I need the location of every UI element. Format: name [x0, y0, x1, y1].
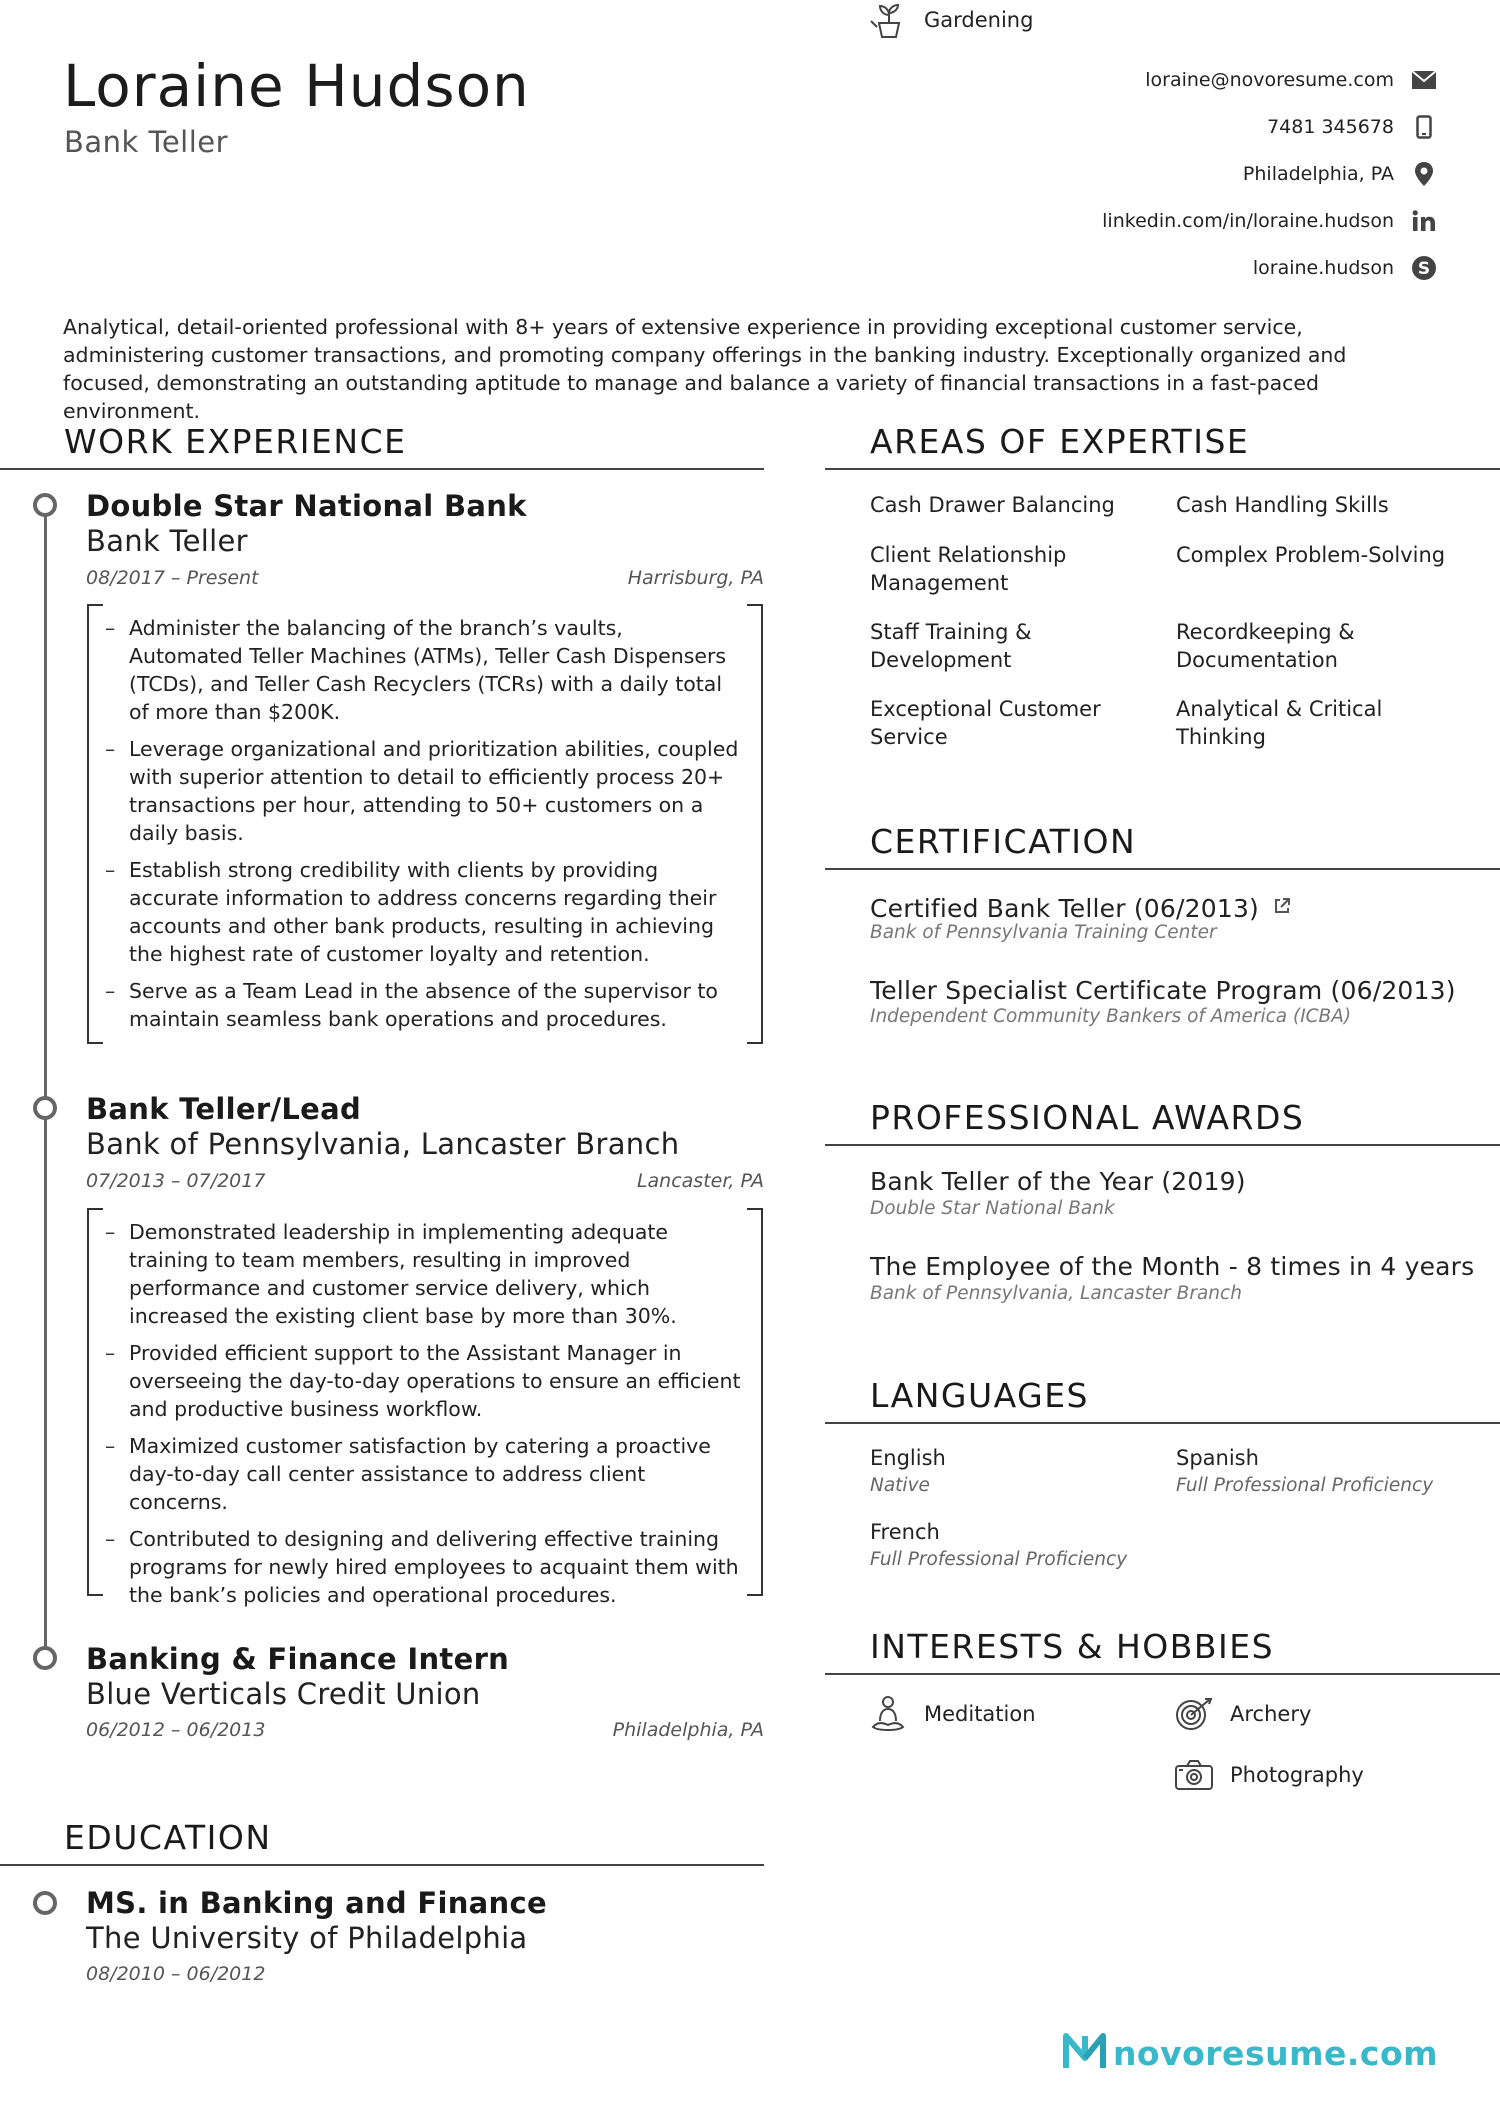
job-bullet: – Contributed to designing and delivering effective training programs for newly hired employees to acquaint them with the bank’s policies and operational procedures. — [105, 1525, 743, 1609]
profile-summary: Analytical, detail-oriented professional with 8+ years of extensive experience in providing exceptional customer service, administering customer transactions, and promoting company offerings in the banking industry. Exceptionally organized and focused, demonstrating an outstanding aptitude to manage and balance a variety of financial transactions in a fast-paced environment. — [63, 315, 1347, 423]
section-divider — [0, 1864, 764, 1866]
meditation-icon — [868, 1694, 908, 1734]
section-divider — [825, 868, 1500, 870]
job-bullets — [87, 604, 763, 1044]
job-location: Philadelphia, PA — [612, 1719, 764, 1741]
job-company: Banking & Finance Intern — [86, 1642, 510, 1676]
job-role: Bank Teller — [86, 524, 248, 558]
section-title-expertise: AREAS OF EXPERTISE — [870, 422, 1250, 461]
archery-target-icon — [1174, 1694, 1214, 1734]
section-divider — [825, 1673, 1500, 1675]
gardening-plant-icon — [868, 0, 908, 40]
expertise-item: Client Relationship Management — [870, 543, 1067, 595]
job-bullet: – Maximized customer satisfaction by catering a proactive day-to-day call center assistance to address client concerns. — [105, 1432, 743, 1516]
expertise-item: Cash Handling Skills — [1176, 493, 1389, 517]
language-level: Full Professional Proficiency — [870, 1549, 1128, 1570]
job-role: Blue Verticals Credit Union — [86, 1677, 481, 1711]
section-title-interests: INTERESTS & HOBBIES — [870, 1627, 1275, 1666]
job-bullet: – Serve as a Team Lead in the absence of the supervisor to maintain seamless bank operations and procedures. — [105, 977, 743, 1033]
certification-issuer: Independent Community Bankers of America (ICBA) — [870, 1006, 1352, 1027]
job-location: Lancaster, PA — [636, 1170, 764, 1192]
job-company: Bank Teller/Lead — [86, 1092, 362, 1126]
award-title: The Employee of the Month - 8 times in 4 years — [870, 1252, 1475, 1281]
job-bullet: – Leverage organizational and prioritization abilities, coupled with superior attention to detail to efficiently process 20+ transactions per hour, attending to 50+ customers on a daily basis. — [105, 735, 743, 847]
hobby-label: Archery — [1230, 1702, 1312, 1726]
contact-skype-text: loraine.hudson — [1252, 256, 1394, 279]
brand-logo[interactable] — [1063, 2032, 1438, 2074]
contact-email-text: loraine@novoresume.com — [1145, 68, 1394, 91]
contact-location — [918, 150, 1438, 197]
contact-phone[interactable] — [918, 103, 1438, 150]
job-location: Harrisburg, PA — [627, 567, 764, 589]
hobby-label: Gardening — [924, 8, 1034, 32]
skype-icon — [1410, 254, 1438, 282]
language-name: Spanish — [1176, 1446, 1259, 1470]
timeline-node — [33, 493, 57, 517]
linkedin-icon — [1410, 207, 1438, 235]
certification-title[interactable] — [870, 892, 1291, 923]
timeline-line — [44, 508, 47, 1658]
award-issuer: Bank of Pennsylvania, Lancaster Branch — [870, 1283, 1242, 1304]
svg-text:S: S — [1417, 258, 1431, 279]
external-link-icon[interactable] — [1273, 892, 1291, 921]
language-level: Full Professional Proficiency — [1176, 1475, 1434, 1496]
job-role: Bank of Pennsylvania, Lancaster Branch — [86, 1127, 680, 1161]
education-dates: 08/2010 – 06/2012 — [86, 1963, 266, 1985]
expertise-item: Cash Drawer Balancing — [870, 493, 1115, 517]
expertise-item: Complex Problem-Solving — [1176, 543, 1446, 567]
contact-list — [918, 56, 1438, 291]
candidate-title: Bank Teller — [64, 125, 229, 159]
job-bullet: – Provided efficient support to the Assistant Manager in overseeing the day-to-day operations to ensure an efficient and productive business workflow. — [105, 1339, 743, 1423]
novoresume-logo-icon — [1063, 2032, 1107, 2074]
certification-title-text: Certified Bank Teller (06/2013) — [870, 894, 1260, 923]
contact-email[interactable] — [918, 56, 1438, 103]
education-school: The University of Philadelphia — [86, 1921, 528, 1955]
contact-location-text: Philadelphia, PA — [1242, 162, 1394, 185]
hobby-item — [868, 0, 1033, 40]
expertise-item: Exceptional Customer Service — [870, 697, 1101, 749]
section-title-languages: LANGUAGES — [870, 1376, 1089, 1415]
hobby-label: Photography — [1230, 1763, 1364, 1787]
hobby-item — [868, 1694, 1036, 1734]
expertise-item: Analytical & Critical Thinking — [1176, 697, 1383, 749]
location-pin-icon — [1410, 160, 1438, 188]
hobby-item — [1174, 1694, 1311, 1734]
contact-skype[interactable] — [918, 244, 1438, 291]
contact-linkedin[interactable] — [918, 197, 1438, 244]
certification-issuer: Bank of Pennsylvania Training Center — [870, 922, 1217, 943]
job-bullet: – Administer the balancing of the branch’s vaults, Automated Teller Machines (ATMs), Teller Cash Dispensers (TCDs), and Teller Cash Recyclers (TCRs) with a daily total of more than $200K. — [105, 614, 743, 726]
award-title: Bank Teller of the Year (2019) — [870, 1167, 1246, 1196]
job-company: Double Star National Bank — [86, 489, 527, 523]
job-bullet: – Demonstrated leadership in implementing adequate training to team members, resulting in improved performance and customer service delivery, which increased the existing client base by more than 30%. — [105, 1218, 743, 1330]
phone-icon — [1410, 113, 1438, 141]
brand-text: novoresume.com — [1112, 2033, 1438, 2073]
job-dates: 07/2013 – 07/2017 — [86, 1170, 266, 1192]
section-title-certification: CERTIFICATION — [870, 822, 1137, 861]
section-title-education: EDUCATION — [64, 1818, 272, 1857]
language-name: English — [870, 1446, 946, 1470]
timeline-node — [33, 1646, 57, 1670]
contact-phone-text: 7481 345678 — [1267, 115, 1394, 138]
job-dates: 08/2017 – Present — [86, 567, 259, 589]
section-divider — [0, 468, 764, 470]
section-divider — [825, 1144, 1500, 1146]
camera-icon — [1174, 1755, 1214, 1795]
job-bullet: – Establish strong credibility with clients by providing accurate information to address concerns regarding their accounts and other bank products, resulting in achieving the highest rate of customer loyalty and retention. — [105, 856, 743, 968]
section-title-work: WORK EXPERIENCE — [64, 422, 407, 461]
hobby-item — [1174, 1755, 1364, 1795]
timeline-node — [33, 1096, 57, 1120]
certification-title: Teller Specialist Certificate Program (06/2013) — [870, 976, 1456, 1005]
timeline-node — [33, 1891, 57, 1915]
award-issuer: Double Star National Bank — [870, 1198, 1115, 1219]
hobby-label: Meditation — [924, 1702, 1036, 1726]
language-name: French — [870, 1520, 940, 1544]
section-divider — [825, 1422, 1500, 1424]
contact-linkedin-text: linkedin.com/in/loraine.hudson — [1102, 209, 1394, 232]
education-degree: MS. in Banking and Finance — [86, 1886, 547, 1920]
job-dates: 06/2012 – 06/2013 — [86, 1719, 266, 1741]
language-level: Native — [870, 1475, 930, 1496]
expertise-item: Recordkeeping & Documentation — [1176, 620, 1355, 672]
job-bullets — [87, 1208, 763, 1607]
section-title-awards: PROFESSIONAL AWARDS — [870, 1098, 1305, 1137]
expertise-item: Staff Training & Development — [870, 620, 1032, 672]
envelope-icon — [1410, 66, 1438, 94]
section-divider — [825, 468, 1500, 470]
candidate-name: Loraine Hudson — [63, 52, 530, 120]
